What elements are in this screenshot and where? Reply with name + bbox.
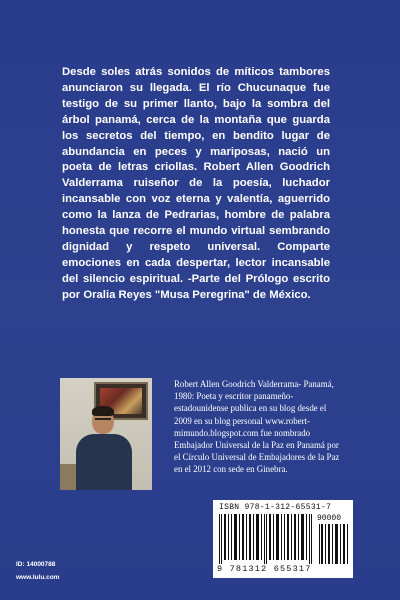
- publisher-id: ID: 14000788: [16, 561, 56, 568]
- publisher-url: www.lulu.com: [16, 574, 60, 581]
- ean-bars: [219, 514, 315, 564]
- isbn-label: ISBN 978-1-312-65531-7: [219, 503, 332, 512]
- isbn-barcode: [213, 500, 353, 578]
- author-photo: [60, 378, 152, 490]
- price-code: 90000: [317, 514, 342, 523]
- barcode-digits: 9 781312 655317: [217, 564, 312, 574]
- price-bars: [319, 524, 349, 564]
- prologue-blurb: Desde soles atrás sonidos de míticos tambores anunciaron su llegada. El río Chucunaque fue testigo de su primer llanto, bajo la sombra del árbol panamá, cerca de la montaña que guarda los secretos del tiempo, en bendito lugar de abundancia en peces y mariposas, nació un poeta de letras criollas. Robert Allen Goodrich Valderrama ruiseñor de la poesía, luchador incansable con voz eterna y valentía, aguerrido como la lanza de Pedrarias, hombre de palabra honesta que recorre el mundo virtual sembrando dignidad y respeto universal. Comparte emociones en cada despertar, lector incansable del silencio espiritual. -Parte del Prólogo escrito por Oralia Reyes "Musa Peregrina" de México.: [62, 66, 330, 301]
- author-bio: Robert Allen Goodrich Valderrama- Panamá, 1980: Poeta y escritor panameño-estadounidense publica en su blog desde el 2009 en su blog personal www.robert-mimundo.blogspot.com fue nombrado Embajador Universal de la Paz en Panamá por el Círculo Universal de Embajadores de la Paz en el 2012 con sede en Ginebra.: [174, 379, 340, 475]
